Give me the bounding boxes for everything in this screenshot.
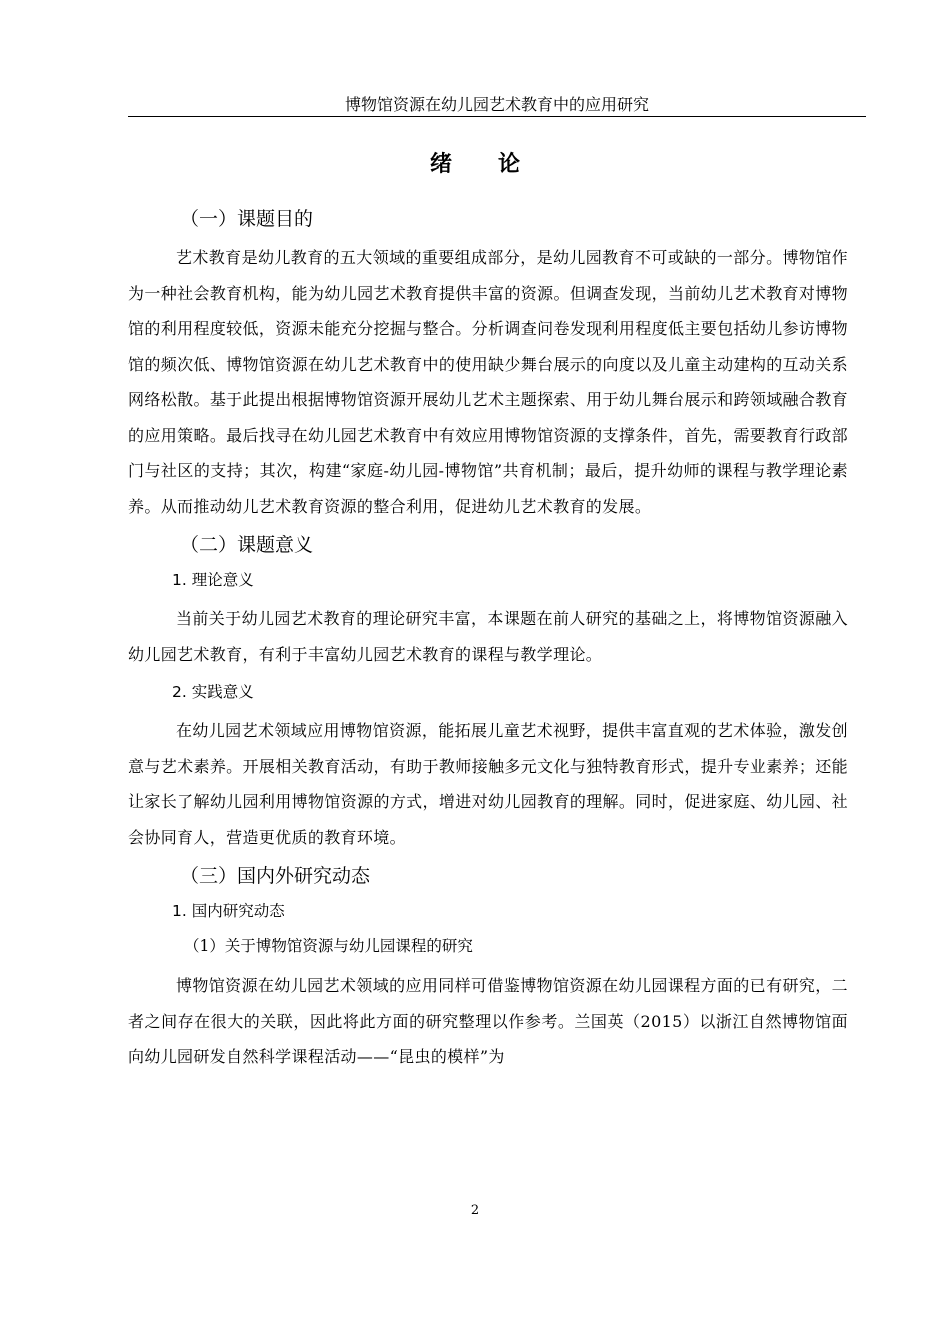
subsection-heading-domestic: 1. 国内研究动态 xyxy=(172,902,285,920)
subsection-heading-theory: 1. 理论意义 xyxy=(172,571,254,589)
paragraph-purpose: 艺术教育是幼儿教育的五大领域的重要组成部分，是幼儿园教育不可或缺的一部分。博物馆作为一种社会教育机构，能为幼儿园艺术教育提供丰富的资源。但调查发现，当前幼儿艺术教育对博物馆的利用程度较低，资源未能充分挖掘与整合。分析调查问卷发现利用程度低主要包括幼儿参访博物馆的频次低、博物馆资源在幼儿艺术教育中的使用缺少舞台展示的向度以及儿童主动建构的互动关系网络松散。基于此提出根据博物馆资源开展幼儿艺术主题探索、用于幼儿舞台展示和跨领域融合教育的应用策略。最后找寻在幼儿园艺术教育中有效应用博物馆资源的支撑条件，首先，需要教育行政部门与社区的支持；其次，构建“家庭-幼儿园-博物馆”共育机制；最后，提升幼师的课程与教学理论素养。从而推动幼儿艺术教育资源的整合利用，促进幼儿艺术教育的发展。 xyxy=(128,248,848,516)
paragraph-museum-curriculum: 博物馆资源在幼儿园艺术领域的应用同样可借鉴博物馆资源在幼儿园课程方面的已有研究，二者之间存在很大的关联，因此将此方面的研究整理以作参考。兰国英（2015）以浙江自然博物馆面向幼儿园研发自然科学课程活动——“昆虫的模样”为 xyxy=(128,976,848,1066)
paragraph-practice: 在幼儿园艺术领域应用博物馆资源，能拓展儿童艺术视野，提供丰富直观的艺术体验，激发创意与艺术素养。开展相关教育活动，有助于教师接触多元文化与独特教育形式，提升专业素养；还能让家长了解幼儿园利用博物馆资源的方式，增进对幼儿园教育的理解。同时，促进家庭、幼儿园、社会协同育人，营造更优质的教育环境。 xyxy=(128,721,848,847)
running-header xyxy=(128,94,866,117)
section-heading-research-status: （三）国内外研究动态 xyxy=(180,865,371,887)
section-heading-purpose: （一）课题目的 xyxy=(180,208,314,230)
subsection-heading-practice: 2. 实践意义 xyxy=(172,683,254,701)
running-header-title: 博物馆资源在幼儿园艺术教育中的应用研究 xyxy=(344,95,649,114)
chapter-title-left: 绪 xyxy=(429,152,452,177)
chapter-title-right: 论 xyxy=(498,152,521,177)
section-heading-significance: （二）课题意义 xyxy=(180,534,314,556)
item-heading-museum-curriculum: （1）关于博物馆资源与幼儿园课程的研究 xyxy=(184,937,473,955)
page-number: 2 xyxy=(470,1203,480,1218)
chapter-title xyxy=(0,150,950,180)
document-body xyxy=(128,204,848,1075)
paragraph-theory: 当前关于幼儿园艺术教育的理论研究丰富，本课题在前人研究的基础之上，将博物馆资源融入幼儿园艺术教育，有利于丰富幼儿园艺术教育的课程与教学理论。 xyxy=(128,609,848,664)
